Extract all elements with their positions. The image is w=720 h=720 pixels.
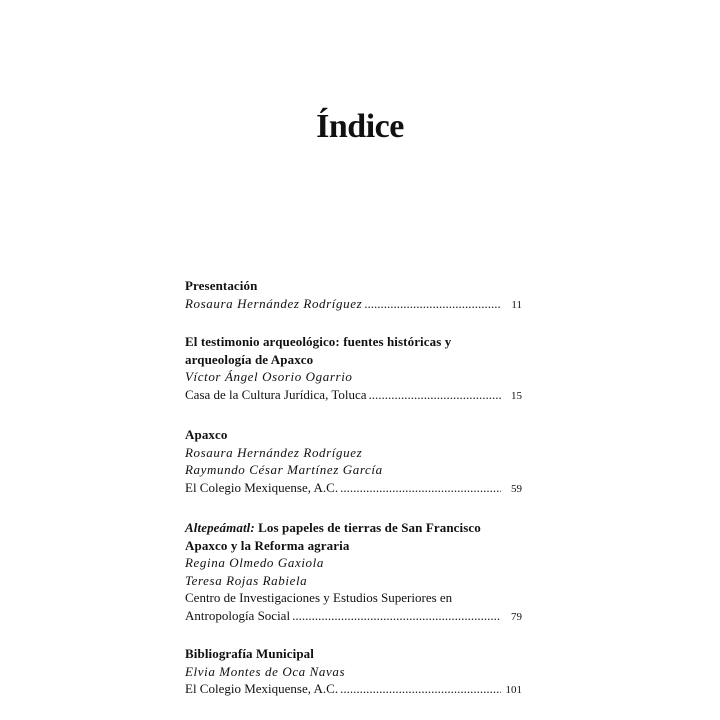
- dot-leader: [369, 386, 501, 404]
- entry-institution-line: [185, 386, 522, 406]
- dot-leader: [364, 295, 501, 313]
- entry-title: El testimonio arqueológico: fuentes históricas y: [185, 334, 452, 349]
- page-number: 101: [505, 684, 522, 696]
- dot-leader: [340, 680, 501, 698]
- entry-institution: El Colegio Mexiquense, A.C.: [185, 479, 339, 495]
- page-number: 79: [511, 610, 522, 623]
- entry-institution: Centro de Investigaciones y Estudios Superiores en: [185, 590, 453, 605]
- toc-entry-bibliografia: [185, 645, 522, 700]
- page-number: 11: [511, 298, 522, 311]
- toc-entry-apaxco: [185, 426, 522, 498]
- page-number: 59: [511, 482, 522, 495]
- table-of-contents: [185, 277, 522, 719]
- entry-institution-line: [185, 479, 522, 499]
- entry-author-line: [185, 295, 522, 315]
- entry-institution-line: [185, 607, 522, 627]
- entry-author: Rosaura Hernández Rodríguez: [185, 444, 363, 460]
- dot-leader: [292, 607, 501, 625]
- entry-institution: El Colegio Mexiquense, A.C.: [185, 681, 339, 696]
- entry-author: Teresa Rojas Rabiela: [185, 572, 308, 588]
- page-title: Índice: [316, 107, 404, 145]
- entry-author: Elvia Montes de Oca Navas: [185, 663, 346, 679]
- entry-title: Apaxco: [185, 427, 228, 442]
- entry-author: Rosaura Hernández Rodríguez: [185, 295, 363, 311]
- entry-author: Raymundo César Martínez García: [185, 462, 383, 477]
- entry-institution: Casa de la Cultura Jurídica, Toluca: [185, 386, 367, 402]
- entry-institution-line: [185, 680, 522, 700]
- entry-title-keyword: Altepeámatl:: [185, 520, 255, 535]
- entry-title: [185, 519, 522, 537]
- toc-entry-altepeamatl: [185, 519, 522, 626]
- entry-title-continued: arqueología de Apaxco: [185, 351, 314, 367]
- entry-title: Presentación: [185, 278, 258, 293]
- entry-author: Regina Olmedo Gaxiola: [185, 555, 324, 570]
- dot-leader: [340, 479, 501, 497]
- page-number: 15: [511, 389, 522, 402]
- entry-title-rest: Los papeles de tierras de San Francisco: [254, 520, 481, 535]
- toc-entry-presentacion: [185, 277, 522, 314]
- entry-title-continued: Apaxco y la Reforma agraria: [185, 537, 350, 553]
- toc-entry-testimonio: [185, 333, 522, 405]
- entry-title: Bibliografía Municipal: [185, 646, 314, 661]
- entry-institution-continued: Antropología Social: [185, 607, 291, 623]
- entry-author: Víctor Ángel Osorio Ogarrio: [185, 369, 353, 384]
